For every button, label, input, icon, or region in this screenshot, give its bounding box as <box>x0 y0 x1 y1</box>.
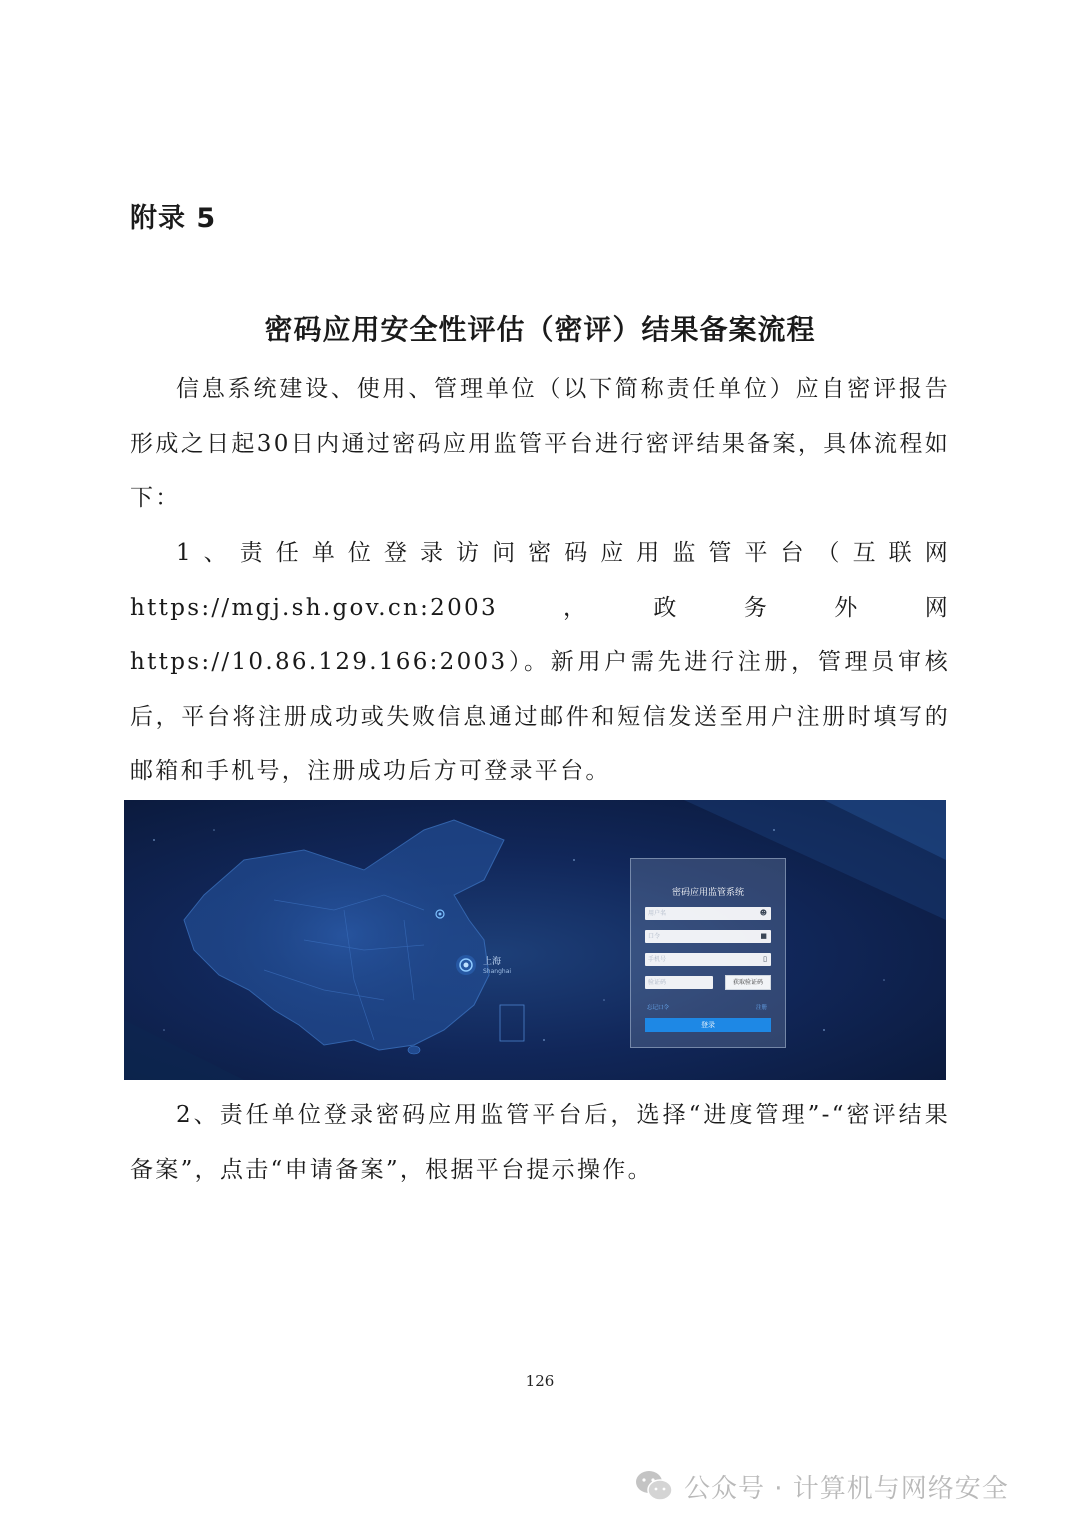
intro-paragraph: 信息系统建设、使用、管理单位（以下简称责任单位）应自密评报告形成之日起30日内通过密码应用监管平台进行密评结果备案，具体流程如下： <box>130 376 950 511</box>
password-placeholder: 口令 <box>648 933 661 940</box>
phone-field[interactable] <box>645 953 771 966</box>
wechat-icon <box>634 1469 674 1503</box>
phone-placeholder: 手机号 <box>648 956 667 963</box>
forgot-password-link[interactable]: 忘记口令 <box>647 1005 670 1011</box>
china-map-background <box>124 800 946 1080</box>
username-field[interactable] <box>645 907 771 920</box>
appendix-heading: 附录 5 <box>130 203 217 234</box>
step-2-paragraph: 2、责任单位登录密码应用监管平台后，选择“进度管理”-“密评结果备案”，点击“申请备案”，根据平台提示操作。 <box>130 1102 950 1183</box>
lock-icon: ■ <box>760 932 767 940</box>
user-icon: ☻ <box>759 909 767 917</box>
watermark-text: 公众号 · 计算机与网络安全 <box>684 1473 1009 1504</box>
watermark <box>634 1466 1009 1506</box>
login-button[interactable]: 登录 <box>645 1018 771 1032</box>
login-panel <box>630 858 786 1048</box>
captcha-placeholder: 验证码 <box>648 979 667 986</box>
login-screenshot <box>124 800 946 1080</box>
password-field[interactable] <box>645 930 771 943</box>
document-title: 密码应用安全性评估（密评）结果备案流程 <box>264 313 816 346</box>
captcha-field[interactable] <box>645 976 713 989</box>
step-1-paragraph: 1、责任单位登录访问密码应用监管平台（互联网https://mgj.sh.gov.cn:2003，政务外网https://10.86.129.166:2003）。新用户需先进行注册，管理员审核后，平台将注册成功或失败信息通过邮件和短信发送至用户注册时填写的邮箱和手机号，注册成功后方可登录平台。 <box>130 540 950 784</box>
username-placeholder: 用户名 <box>648 910 667 917</box>
city-label-shanghai: 上海 <box>483 957 502 967</box>
city-label-shanghai-en: Shanghai <box>483 968 512 975</box>
system-title: 密码应用监管系统 <box>671 888 744 898</box>
page-number: 126 <box>525 1372 555 1390</box>
get-captcha-button[interactable]: 获取验证码 <box>725 975 771 990</box>
phone-icon: ▯ <box>763 955 767 963</box>
register-link[interactable]: 注册 <box>755 1005 767 1011</box>
